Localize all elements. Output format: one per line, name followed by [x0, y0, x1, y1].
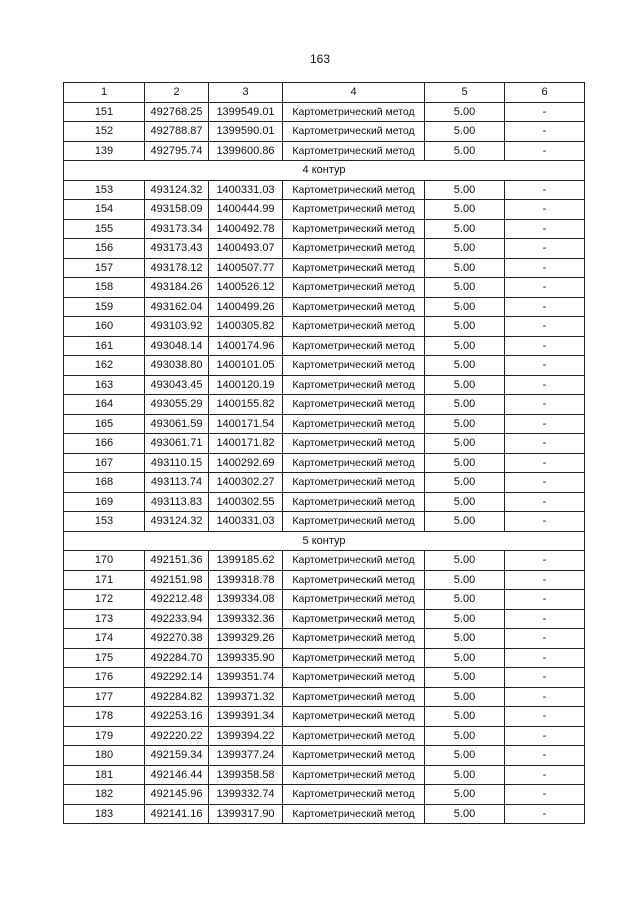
point-number-cell: 179	[64, 726, 145, 746]
table-row	[64, 746, 585, 766]
accuracy-cell: 5.00	[425, 375, 505, 395]
point-number-cell: 166	[64, 434, 145, 454]
x-coordinate-cell: 493061.59	[145, 414, 209, 434]
note-cell: -	[505, 609, 585, 629]
accuracy-cell: 5.00	[425, 726, 505, 746]
point-number-cell: 153	[64, 512, 145, 532]
note-cell: -	[505, 141, 585, 161]
column-header: 4	[283, 83, 425, 103]
accuracy-cell: 5.00	[425, 746, 505, 766]
accuracy-cell: 5.00	[425, 551, 505, 571]
accuracy-cell: 5.00	[425, 687, 505, 707]
point-number-cell: 172	[64, 590, 145, 610]
table-row	[64, 258, 585, 278]
point-number-cell: 164	[64, 395, 145, 415]
y-coordinate-cell: 1399600.86	[209, 141, 283, 161]
accuracy-cell: 5.00	[425, 434, 505, 454]
y-coordinate-cell: 1399391.34	[209, 707, 283, 727]
table-row	[64, 434, 585, 454]
method-cell: Картометрический метод	[283, 141, 425, 161]
point-number-cell: 170	[64, 551, 145, 571]
y-coordinate-cell: 1400155.82	[209, 395, 283, 415]
table-row	[64, 356, 585, 376]
table-row	[64, 122, 585, 142]
x-coordinate-cell: 493184.26	[145, 278, 209, 298]
coordinates-table	[63, 82, 585, 824]
accuracy-cell: 5.00	[425, 707, 505, 727]
table-row	[64, 629, 585, 649]
x-coordinate-cell: 492141.16	[145, 804, 209, 824]
table-row	[64, 239, 585, 259]
note-cell: -	[505, 804, 585, 824]
y-coordinate-cell: 1400171.54	[209, 414, 283, 434]
note-cell: -	[505, 765, 585, 785]
y-coordinate-cell: 1400499.26	[209, 297, 283, 317]
x-coordinate-cell: 492768.25	[145, 102, 209, 122]
y-coordinate-cell: 1399332.36	[209, 609, 283, 629]
method-cell: Картометрический метод	[283, 687, 425, 707]
note-cell: -	[505, 356, 585, 376]
section-title: 4 контур	[64, 161, 585, 181]
y-coordinate-cell: 1399318.78	[209, 570, 283, 590]
x-coordinate-cell: 492220.22	[145, 726, 209, 746]
point-number-cell: 174	[64, 629, 145, 649]
accuracy-cell: 5.00	[425, 570, 505, 590]
point-number-cell: 163	[64, 375, 145, 395]
point-number-cell: 175	[64, 648, 145, 668]
point-number-cell: 167	[64, 453, 145, 473]
method-cell: Картометрический метод	[283, 414, 425, 434]
table-row	[64, 648, 585, 668]
column-header: 2	[145, 83, 209, 103]
y-coordinate-cell: 1400331.03	[209, 512, 283, 532]
method-cell: Картометрический метод	[283, 180, 425, 200]
x-coordinate-cell: 492151.98	[145, 570, 209, 590]
table-row	[64, 804, 585, 824]
column-header: 6	[505, 83, 585, 103]
note-cell: -	[505, 707, 585, 727]
y-coordinate-cell: 1400120.19	[209, 375, 283, 395]
point-number-cell: 151	[64, 102, 145, 122]
y-coordinate-cell: 1399335.90	[209, 648, 283, 668]
table-row	[64, 453, 585, 473]
method-cell: Картометрический метод	[283, 551, 425, 571]
accuracy-cell: 5.00	[425, 648, 505, 668]
table-row	[64, 473, 585, 493]
accuracy-cell: 5.00	[425, 512, 505, 532]
method-cell: Картометрический метод	[283, 804, 425, 824]
accuracy-cell: 5.00	[425, 200, 505, 220]
method-cell: Картометрический метод	[283, 785, 425, 805]
x-coordinate-cell: 493173.43	[145, 239, 209, 259]
point-number-cell: 139	[64, 141, 145, 161]
accuracy-cell: 5.00	[425, 102, 505, 122]
table-row	[64, 765, 585, 785]
table-body	[64, 102, 585, 824]
table-row	[64, 375, 585, 395]
x-coordinate-cell: 493103.92	[145, 317, 209, 337]
column-header: 1	[64, 83, 145, 103]
note-cell: -	[505, 180, 585, 200]
method-cell: Картометрический метод	[283, 102, 425, 122]
point-number-cell: 165	[64, 414, 145, 434]
x-coordinate-cell: 492212.48	[145, 590, 209, 610]
accuracy-cell: 5.00	[425, 122, 505, 142]
point-number-cell: 183	[64, 804, 145, 824]
point-number-cell: 158	[64, 278, 145, 298]
accuracy-cell: 5.00	[425, 453, 505, 473]
note-cell: -	[505, 453, 585, 473]
method-cell: Картометрический метод	[283, 258, 425, 278]
point-number-cell: 155	[64, 219, 145, 239]
note-cell: -	[505, 297, 585, 317]
x-coordinate-cell: 493113.83	[145, 492, 209, 512]
note-cell: -	[505, 317, 585, 337]
x-coordinate-cell: 493158.09	[145, 200, 209, 220]
x-coordinate-cell: 493038.80	[145, 356, 209, 376]
method-cell: Картометрический метод	[283, 453, 425, 473]
accuracy-cell: 5.00	[425, 473, 505, 493]
point-number-cell: 180	[64, 746, 145, 766]
table-row	[64, 141, 585, 161]
x-coordinate-cell: 493124.32	[145, 512, 209, 532]
note-cell: -	[505, 687, 585, 707]
note-cell: -	[505, 746, 585, 766]
table-row	[64, 512, 585, 532]
note-cell: -	[505, 414, 585, 434]
method-cell: Картометрический метод	[283, 609, 425, 629]
table-row	[64, 590, 585, 610]
note-cell: -	[505, 434, 585, 454]
x-coordinate-cell: 493124.32	[145, 180, 209, 200]
accuracy-cell: 5.00	[425, 180, 505, 200]
x-coordinate-cell: 492284.82	[145, 687, 209, 707]
point-number-cell: 176	[64, 668, 145, 688]
table-row	[64, 668, 585, 688]
point-number-cell: 161	[64, 336, 145, 356]
accuracy-cell: 5.00	[425, 297, 505, 317]
y-coordinate-cell: 1399317.90	[209, 804, 283, 824]
method-cell: Картометрический метод	[283, 746, 425, 766]
method-cell: Картометрический метод	[283, 434, 425, 454]
x-coordinate-cell: 493110.15	[145, 453, 209, 473]
y-coordinate-cell: 1399332.74	[209, 785, 283, 805]
method-cell: Картометрический метод	[283, 219, 425, 239]
accuracy-cell: 5.00	[425, 609, 505, 629]
y-coordinate-cell: 1399351.74	[209, 668, 283, 688]
x-coordinate-cell: 492270.38	[145, 629, 209, 649]
accuracy-cell: 5.00	[425, 219, 505, 239]
note-cell: -	[505, 785, 585, 805]
note-cell: -	[505, 590, 585, 610]
note-cell: -	[505, 102, 585, 122]
point-number-cell: 160	[64, 317, 145, 337]
method-cell: Картометрический метод	[283, 570, 425, 590]
method-cell: Картометрический метод	[283, 492, 425, 512]
section-title: 5 контур	[64, 531, 585, 551]
y-coordinate-cell: 1399329.26	[209, 629, 283, 649]
point-number-cell: 171	[64, 570, 145, 590]
note-cell: -	[505, 629, 585, 649]
method-cell: Картометрический метод	[283, 122, 425, 142]
note-cell: -	[505, 239, 585, 259]
note-cell: -	[505, 122, 585, 142]
point-number-cell: 181	[64, 765, 145, 785]
method-cell: Картометрический метод	[283, 707, 425, 727]
point-number-cell: 173	[64, 609, 145, 629]
method-cell: Картометрический метод	[283, 395, 425, 415]
x-coordinate-cell: 492292.14	[145, 668, 209, 688]
point-number-cell: 177	[64, 687, 145, 707]
table-row	[64, 707, 585, 727]
method-cell: Картометрический метод	[283, 473, 425, 493]
x-coordinate-cell: 492146.44	[145, 765, 209, 785]
y-coordinate-cell: 1400507.77	[209, 258, 283, 278]
method-cell: Картометрический метод	[283, 726, 425, 746]
y-coordinate-cell: 1400171.82	[209, 434, 283, 454]
note-cell: -	[505, 648, 585, 668]
method-cell: Картометрический метод	[283, 239, 425, 259]
point-number-cell: 154	[64, 200, 145, 220]
table-row	[64, 336, 585, 356]
note-cell: -	[505, 551, 585, 571]
point-number-cell: 156	[64, 239, 145, 259]
y-coordinate-cell: 1399334.08	[209, 590, 283, 610]
note-cell: -	[505, 570, 585, 590]
table-row	[64, 785, 585, 805]
y-coordinate-cell: 1400174.96	[209, 336, 283, 356]
y-coordinate-cell: 1400331.03	[209, 180, 283, 200]
x-coordinate-cell: 492145.96	[145, 785, 209, 805]
x-coordinate-cell: 493061.71	[145, 434, 209, 454]
accuracy-cell: 5.00	[425, 336, 505, 356]
table-row	[64, 297, 585, 317]
table-row	[64, 609, 585, 629]
method-cell: Картометрический метод	[283, 668, 425, 688]
method-cell: Картометрический метод	[283, 590, 425, 610]
accuracy-cell: 5.00	[425, 141, 505, 161]
page-number: 163	[309, 52, 331, 66]
point-number-cell: 182	[64, 785, 145, 805]
point-number-cell: 178	[64, 707, 145, 727]
method-cell: Картометрический метод	[283, 765, 425, 785]
y-coordinate-cell: 1400305.82	[209, 317, 283, 337]
table-row	[64, 317, 585, 337]
note-cell: -	[505, 512, 585, 532]
y-coordinate-cell: 1400292.69	[209, 453, 283, 473]
table-row	[64, 570, 585, 590]
table-row	[64, 726, 585, 746]
note-cell: -	[505, 258, 585, 278]
column-header: 5	[425, 83, 505, 103]
x-coordinate-cell: 493043.45	[145, 375, 209, 395]
table-row	[64, 492, 585, 512]
table-row	[64, 219, 585, 239]
y-coordinate-cell: 1400526.12	[209, 278, 283, 298]
y-coordinate-cell: 1400302.55	[209, 492, 283, 512]
x-coordinate-cell: 493173.34	[145, 219, 209, 239]
x-coordinate-cell: 493178.12	[145, 258, 209, 278]
x-coordinate-cell: 493048.14	[145, 336, 209, 356]
accuracy-cell: 5.00	[425, 765, 505, 785]
accuracy-cell: 5.00	[425, 629, 505, 649]
table-row	[64, 414, 585, 434]
accuracy-cell: 5.00	[425, 317, 505, 337]
y-coordinate-cell: 1399377.24	[209, 746, 283, 766]
y-coordinate-cell: 1399590.01	[209, 122, 283, 142]
note-cell: -	[505, 473, 585, 493]
y-coordinate-cell: 1399394.22	[209, 726, 283, 746]
point-number-cell: 152	[64, 122, 145, 142]
point-number-cell: 157	[64, 258, 145, 278]
accuracy-cell: 5.00	[425, 804, 505, 824]
x-coordinate-cell: 492159.34	[145, 746, 209, 766]
method-cell: Картометрический метод	[283, 512, 425, 532]
column-header: 3	[209, 83, 283, 103]
section-header-row	[64, 531, 585, 551]
table-row	[64, 551, 585, 571]
x-coordinate-cell: 492795.74	[145, 141, 209, 161]
table-row	[64, 687, 585, 707]
y-coordinate-cell: 1400444.99	[209, 200, 283, 220]
method-cell: Картометрический метод	[283, 648, 425, 668]
point-number-cell: 159	[64, 297, 145, 317]
method-cell: Картометрический метод	[283, 629, 425, 649]
note-cell: -	[505, 492, 585, 512]
point-number-cell: 153	[64, 180, 145, 200]
table-row	[64, 180, 585, 200]
method-cell: Картометрический метод	[283, 297, 425, 317]
y-coordinate-cell: 1400493.07	[209, 239, 283, 259]
method-cell: Картометрический метод	[283, 317, 425, 337]
header-row	[64, 83, 585, 103]
accuracy-cell: 5.00	[425, 785, 505, 805]
y-coordinate-cell: 1400302.27	[209, 473, 283, 493]
point-number-cell: 169	[64, 492, 145, 512]
x-coordinate-cell: 492284.70	[145, 648, 209, 668]
accuracy-cell: 5.00	[425, 258, 505, 278]
accuracy-cell: 5.00	[425, 590, 505, 610]
x-coordinate-cell: 493113.74	[145, 473, 209, 493]
accuracy-cell: 5.00	[425, 278, 505, 298]
note-cell: -	[505, 375, 585, 395]
x-coordinate-cell: 492151.36	[145, 551, 209, 571]
x-coordinate-cell: 492253.16	[145, 707, 209, 727]
point-number-cell: 162	[64, 356, 145, 376]
accuracy-cell: 5.00	[425, 356, 505, 376]
table-row	[64, 200, 585, 220]
note-cell: -	[505, 278, 585, 298]
y-coordinate-cell: 1399358.58	[209, 765, 283, 785]
y-coordinate-cell: 1399185.62	[209, 551, 283, 571]
x-coordinate-cell: 492233.94	[145, 609, 209, 629]
accuracy-cell: 5.00	[425, 414, 505, 434]
note-cell: -	[505, 200, 585, 220]
accuracy-cell: 5.00	[425, 668, 505, 688]
method-cell: Картометрический метод	[283, 336, 425, 356]
x-coordinate-cell: 493162.04	[145, 297, 209, 317]
table-row	[64, 395, 585, 415]
method-cell: Картометрический метод	[283, 375, 425, 395]
y-coordinate-cell: 1399549.01	[209, 102, 283, 122]
method-cell: Картометрический метод	[283, 200, 425, 220]
accuracy-cell: 5.00	[425, 395, 505, 415]
y-coordinate-cell: 1400101.05	[209, 356, 283, 376]
accuracy-cell: 5.00	[425, 492, 505, 512]
note-cell: -	[505, 668, 585, 688]
note-cell: -	[505, 219, 585, 239]
point-number-cell: 168	[64, 473, 145, 493]
note-cell: -	[505, 726, 585, 746]
x-coordinate-cell: 492788.87	[145, 122, 209, 142]
table-row	[64, 102, 585, 122]
section-header-row	[64, 161, 585, 181]
note-cell: -	[505, 395, 585, 415]
table-row	[64, 278, 585, 298]
method-cell: Картометрический метод	[283, 356, 425, 376]
x-coordinate-cell: 493055.29	[145, 395, 209, 415]
method-cell: Картометрический метод	[283, 278, 425, 298]
y-coordinate-cell: 1400492.78	[209, 219, 283, 239]
note-cell: -	[505, 336, 585, 356]
y-coordinate-cell: 1399371.32	[209, 687, 283, 707]
accuracy-cell: 5.00	[425, 239, 505, 259]
